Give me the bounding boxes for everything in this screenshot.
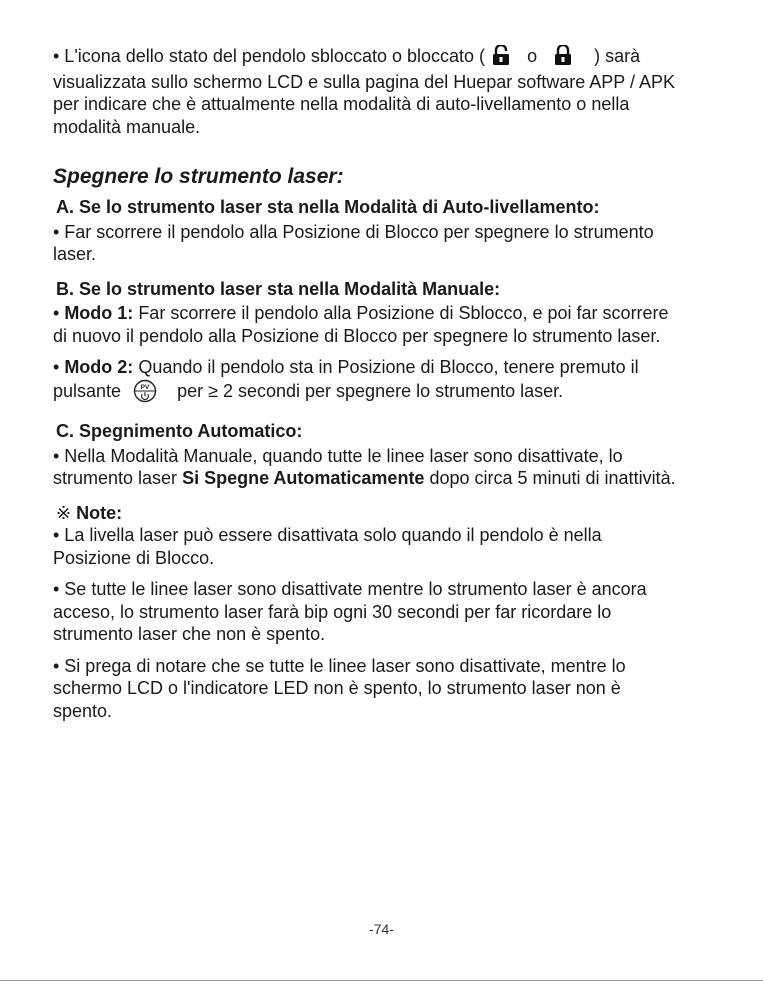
text-c xyxy=(53,445,683,490)
note-heading xyxy=(56,502,683,525)
mode2-paragraph: • Modo 2: Quando il pendolo sta in Posizione di Blocco, tenere premuto il pulsante PV per ≥ 2 secondi per spegnere lo strumento laser. xyxy=(53,356,683,408)
heading-a: A. Se lo strumento laser sta nella Modalità di Auto-livellamento: xyxy=(56,197,600,217)
intro-line1-start: • L'icona dello stato del pendolo sbloccato o bloccato ( xyxy=(53,46,486,66)
note-mark: ※ xyxy=(56,502,72,523)
section-title: Spegnere lo strumento laser: xyxy=(53,165,344,188)
text-c-end: dopo circa 5 minuti di inattività. xyxy=(424,468,676,488)
intro-paragraph xyxy=(53,45,683,138)
unlocked-icon xyxy=(492,45,510,71)
heading-c: C. Spegnimento Automatico: xyxy=(56,421,303,441)
note-item: • La livella laser può essere disattivata solo quando il pendolo è nella Posizione di Blocco. xyxy=(53,525,602,568)
mode1-paragraph: • Modo 1: Far scorrere il pendolo alla Posizione di Sblocco, e poi far scorrere di nuovo il pendolo alla Posizione di Blocco per spegnere lo strumento laser. xyxy=(53,303,669,346)
mode2-label: Modo 2: xyxy=(64,357,134,377)
page-content xyxy=(53,45,683,731)
heading-b: B. Se lo strumento laser sta nella Modalità Manuale: xyxy=(56,278,501,299)
note-item: • Si prega di notare che se tutte le linee laser sono disattivate, mentre lo schermo LCD o l'indicatore LED non è spento, lo strumento laser non è spento. xyxy=(53,655,626,721)
intro-line1-end: ) xyxy=(594,46,601,66)
mode2-text: Quando il pendolo sta in Posizione di Blocco, tenere premuto il pulsante xyxy=(53,357,639,401)
page-number: -74- xyxy=(369,921,394,937)
note-label: Note: xyxy=(76,502,123,523)
power-button-icon xyxy=(133,379,157,409)
text-c-start: • Nella Modalità Manuale, quando tutte le linee laser sono disattivate, lo strumento laser xyxy=(53,445,623,488)
text-a: • Far scorrere il pendolo alla Posizione di Blocco per spegnere lo strumento laser. xyxy=(53,221,654,264)
button-icon-label: PV xyxy=(140,383,150,391)
bottom-divider xyxy=(0,980,763,981)
mode1-label: Modo 1: xyxy=(64,303,134,323)
mode1-text: Far scorrere il pendolo alla Posizione di Sblocco, e poi far scorrere di nuovo il pendolo alla Posizione di Blocco per spegnere lo strumento laser. xyxy=(53,303,669,346)
text-c-bold: Si Spegne Automaticamente xyxy=(182,468,425,488)
intro-rest: sarà visualizzata sullo schermo LCD e sulla pagina del Huepar software APP / APK per indicare che è attualmente nella modalità di auto-livellamento o nella modalità manuale. xyxy=(53,46,675,137)
locked-icon xyxy=(554,45,572,71)
intro-or: o xyxy=(527,46,538,66)
note-item: • Se tutte le linee laser sono disattivate mentre lo strumento laser è ancora acceso, lo strumento laser farà bip ogni 30 secondi per far ricordare lo strumento laser che non è spento. xyxy=(53,579,647,644)
mode2-end: per ≥ 2 secondi per spegnere lo strumento laser. xyxy=(177,380,564,401)
